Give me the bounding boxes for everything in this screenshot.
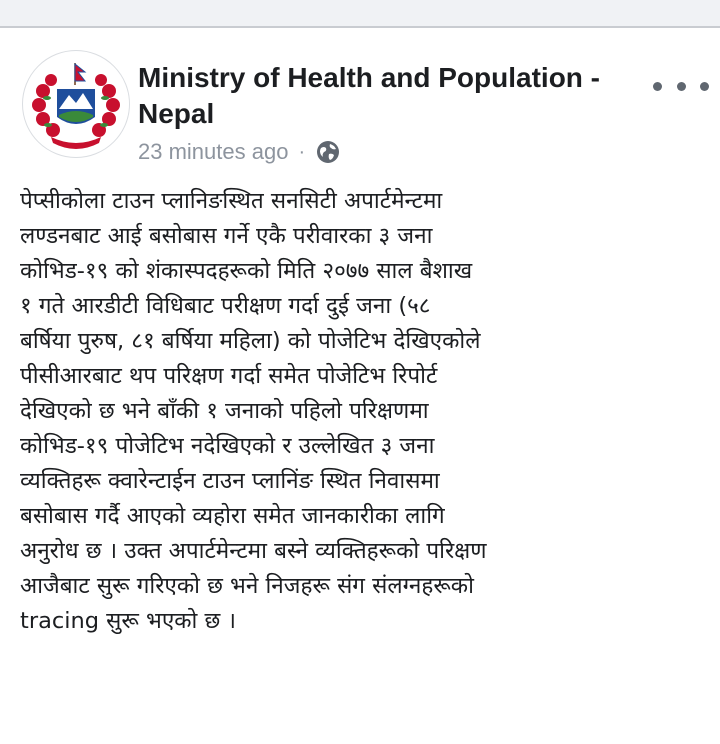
globe-icon[interactable] bbox=[315, 139, 341, 165]
meta-separator: · bbox=[298, 140, 306, 163]
facebook-post bbox=[0, 28, 720, 744]
top-divider-bar bbox=[0, 0, 720, 28]
post-meta bbox=[138, 137, 341, 167]
post-timestamp[interactable]: 23 minutes ago bbox=[138, 139, 289, 164]
dot-icon bbox=[700, 82, 709, 91]
page-avatar[interactable] bbox=[22, 50, 130, 158]
more-options-icon[interactable] bbox=[653, 76, 709, 96]
post-body-text: पेप्सीकोला टाउन प्लानिङस्थित सनसिटी अपार्टमेन्टमा लण्डनबाट आई बसोबास गर्ने एकै परीवारका ३ जना कोभिड-१९ को शंकास्पदहरूको मिति २०७७ साल बैशाख १ गते आरडीटी विधिबाट परीक्षण गर्दा दुई जना (५८ बर्षिया पुरुष, ८१ बर्षिया महिला) को पोजेटिभ देखिएकोले पीसीआरबाट थप परिक्षण गर्दा समेत पोजेटिभ रिपोर्ट देखिएको छ भने बाँकी १ जनाको पहिलो परिक्षणमा कोभिड-१९ पोजेटिभ नदेखिएको र उल्लेखित ३ जना व्यक्तिहरू क्वारेन्टाईन टाउन प्लानिंङ स्थित निवासमा बसोबास गर्दै आएको व्यहोरा समेत जानकारीका लागि अनुरोध छ । उक्त अपार्टमेन्टमा बस्ने व्यक्तिहरूको परिक्षण आजैबाट सुरू गरिएको छ भने निजहरू संग संलग्नहरूको tracing सुरू भएको छ । bbox=[20, 188, 487, 634]
page-name[interactable]: Ministry of Health and Population -Nepal bbox=[138, 62, 600, 129]
government-emblem-icon bbox=[23, 51, 129, 157]
dot-icon bbox=[653, 82, 662, 91]
dot-icon bbox=[677, 82, 686, 91]
